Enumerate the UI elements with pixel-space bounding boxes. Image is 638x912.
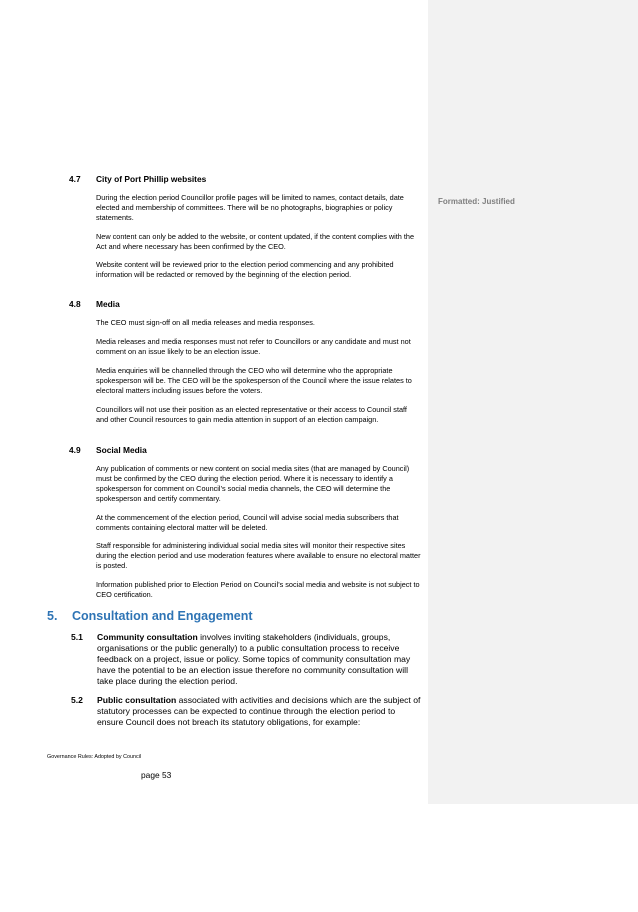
subsection-number-5-2: 5.2: [71, 695, 83, 705]
section-title-media: Media: [96, 299, 120, 309]
subsection-lead-5-2: Public consultation: [97, 695, 177, 705]
comments-pane: [428, 0, 638, 804]
subsection-text-5-1: involves inviting stakeholders (individuals, groups, organisations or the public generally) to a public consultation process to receive feedback on a project, issue or policy. Some topics of community consultation may have the potential to be an election issue therefore no community consultation will take place during the election period.: [97, 632, 411, 687]
footer-text: Governance Rules: Adopted by Council: [47, 754, 142, 760]
chapter-number: 5.: [47, 609, 58, 623]
paragraph: Any publication of comments or new content on social media sites (that are managed by Council) must be confirmed by the CEO during the election period. Where it is necessary to identify a spokesperson for comment on Council’s social media channels, the CEO will determine the spokesperson and certify commentary.: [96, 464, 410, 504]
paragraph: The CEO must sign-off on all media releases and media responses.: [96, 318, 315, 327]
chapter-title: Consultation and Engagement: [72, 609, 253, 623]
subsection-text-5-2: associated with activities and decisions which are the subject of statutory processes can be expected to continue through the election period to ensure Council does not breach its statutory obligations, for example:: [97, 695, 421, 728]
paragraph: New content can only be added to the website, or content updated, if the content complies with the Act and where necessary has been confirmed by the CEO.: [96, 232, 415, 252]
comment-formatting-label[interactable]: Formatted: Justified: [438, 197, 515, 206]
subsection-paragraph-5-2: [97, 695, 422, 728]
paragraph: Media releases and media responses must not refer to Councillors or any candidate and must not comment on an issue likely to be an election issue.: [96, 337, 411, 357]
section-title-websites: City of Port Phillip websites: [96, 174, 207, 184]
section-number-4-7: 4.7: [69, 174, 81, 184]
paragraph: At the commencement of the election period, Council will advise social media subscribers that comments containing electoral matter will be deleted.: [96, 513, 399, 533]
section-title-social-media: Social Media: [96, 445, 147, 455]
subsection-number-5-1: 5.1: [71, 632, 83, 642]
paragraph: During the election period Councillor profile pages will be limited to names, contact details, date elected and membership of committees. There will be no photographs, biographies or policy statements.: [96, 193, 404, 223]
paragraph: Media enquiries will be channelled through the CEO who will determine who the appropriate spokesperson will be. The CEO will be the spokesperson of the Council where the issue relates to electoral matters including issues before the voters.: [96, 366, 412, 396]
paragraph: Staff responsible for administering individual social media sites will monitor their respective sites during the election period and use moderation features where available to ensure no electoral matter is posted.: [96, 541, 421, 571]
paragraph: Information published prior to Election Period on Council’s social media and website is not subject to CEO certification.: [96, 580, 420, 600]
subsection-paragraph-5-1: [97, 632, 422, 687]
page-number: page 53: [141, 770, 172, 780]
section-number-4-8: 4.8: [69, 299, 81, 309]
subsection-lead-5-1: Community consultation: [97, 632, 198, 642]
paragraph: Website content will be reviewed prior to the election period commencing and any prohibited information will be redacted or removed by the beginning of the election period.: [96, 260, 394, 280]
section-number-4-9: 4.9: [69, 445, 81, 455]
paragraph: Councillors will not use their position as an elected representative or their access to Council staff and other Council resources to gain media attention in support of an election campaign.: [96, 405, 407, 425]
